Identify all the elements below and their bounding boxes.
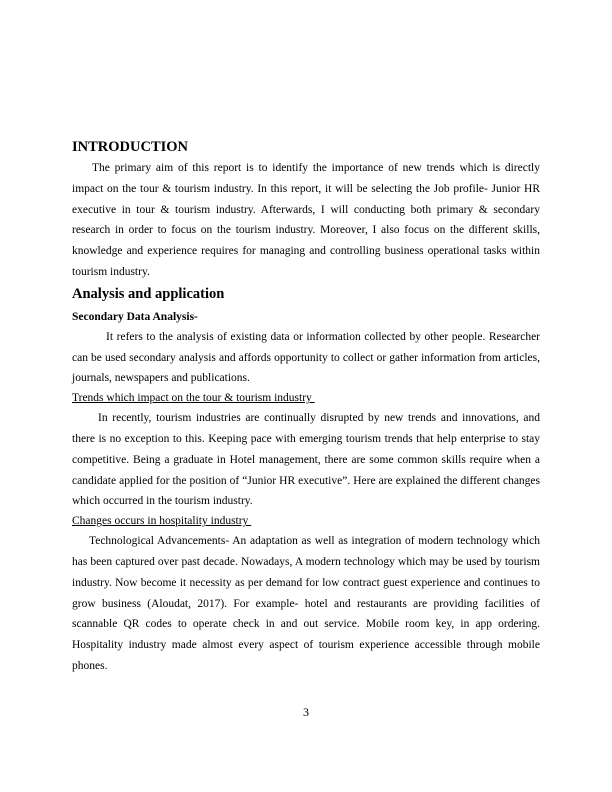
- introduction-paragraph: The primary aim of this report is to identify the importance of new trends which is directly impact on the tour & tourism industry. In this report, it will be selecting the Job profile- Junior HR executive in tour & tourism industry. Afterwards, I will conducting both primary & secondary research in order to focus on the tourism industry. Moreover, I also focus on the different skills, knowledge and experience requires for managing and controlling business operational tasks within tourism industry.: [72, 162, 540, 278]
- technology-paragraph: Technological Advancements- An adaptation as well as integration of modern technology which has been captured over past decade. Nowadays, A modern technology which may be used by tourism industry. Now become it necessity as per demand for low contract guest experience and continues to grow business (Aloudat, 2017). For example- hotel and restaurants are providing facilities of scannable QR codes to operate check in and out service. Mobile room key, in app ordering. Hospitality industry made almost every aspect of tourism experience accessible through mobile phones.: [72, 535, 540, 672]
- introduction-heading: INTRODUCTION: [72, 139, 189, 155]
- secondary-data-heading: Secondary Data Analysis-: [72, 310, 198, 323]
- page-number: 3: [303, 705, 309, 719]
- secondary-data-paragraph: It refers to the analysis of existing data or information collected by other people. Researcher can be used secondary analysis and affords opportunity to collect or gather information from articles, journals, newspapers and publications.: [72, 330, 540, 385]
- trends-heading: Trends which impact on the tour & tourism industry: [72, 392, 315, 405]
- analysis-heading: Analysis and application: [72, 285, 225, 302]
- trends-paragraph: In recently, tourism industries are continually disrupted by new trends and innovations, and there is no exception to this. Keeping pace with emerging tourism trends that help enterprise to stay competitive. Being a graduate in Hotel management, there are some common skills require when a candidate applied for the position of “Junior HR executive”. Here are explained the different changes which occurred in the tourism industry.: [72, 412, 540, 508]
- page-content: [72, 136, 540, 677]
- changes-heading: Changes occurs in hospitality industry: [72, 515, 252, 528]
